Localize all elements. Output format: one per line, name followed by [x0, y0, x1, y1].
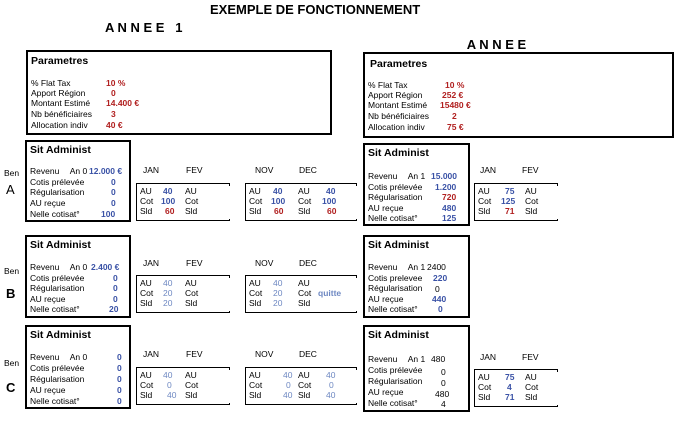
mini-value: 40: [273, 278, 283, 288]
ben-a-label: Ben: [4, 168, 20, 178]
ben-c-label: Ben: [4, 358, 20, 368]
mini-b-jan-fev: [136, 275, 230, 313]
sit-title: Sit Administ: [368, 329, 429, 341]
sit-label: Nelle cotisat°: [30, 209, 80, 219]
mini-label: Cot: [298, 288, 312, 298]
mini-value: 20: [163, 288, 173, 298]
mini-value: 40: [326, 390, 336, 400]
mini-label: Cot: [185, 288, 199, 298]
ben-a-letter: A: [6, 182, 15, 197]
mini-label: Cot: [140, 380, 154, 390]
mini-value: 75: [505, 186, 515, 196]
param-value: 75 €: [447, 122, 464, 132]
sit-label: Régularisation: [30, 187, 85, 197]
mini-label: Cot: [249, 288, 263, 298]
mini-label: Sld: [525, 206, 538, 216]
sit-title: Sit Administ: [30, 329, 91, 341]
month-label: JAN: [480, 165, 497, 175]
sit-label: Revenu An 1: [368, 171, 426, 181]
sit-label: Revenu An 0: [30, 166, 88, 176]
sit-label: AU reçue: [30, 294, 66, 304]
mini-label: AU: [185, 278, 197, 288]
sit-label: Nelle cotisat°: [368, 304, 418, 314]
mini-label: AU: [478, 372, 490, 382]
mini-label: Sld: [185, 390, 198, 400]
sit-label: Revenu An 0: [30, 352, 88, 362]
mini-value: 125: [501, 196, 516, 206]
params-year2-box: [363, 52, 674, 138]
param-label: Allocation indiv: [368, 122, 425, 132]
sit-value: 0: [117, 363, 122, 373]
mini-b-nov-dec: [245, 275, 357, 313]
mini-value: 40: [163, 278, 173, 288]
mini-label: AU: [140, 278, 152, 288]
param-label: Apport Région: [368, 90, 423, 100]
sit-value: 15.000: [431, 171, 457, 181]
sit-label: Régularisation: [30, 374, 85, 384]
mini-label: AU: [185, 186, 197, 196]
mini-label: Cot: [478, 382, 492, 392]
mini-label: Cot: [298, 196, 312, 206]
sit-label: Cotis prélevée: [30, 177, 85, 187]
mini-label: Sld: [478, 392, 491, 402]
mini-label: Sld: [185, 298, 198, 308]
mini-value: 0: [286, 380, 291, 390]
month-label: DEC: [299, 349, 317, 359]
sit-value: 0: [117, 352, 122, 362]
sit-label: Revenu An 1: [368, 354, 426, 364]
mini-c-jan-fev: [136, 367, 230, 405]
mini-label: Sld: [298, 206, 311, 216]
mini-value: 40: [163, 370, 173, 380]
sit-label: Nelle cotisat°: [368, 213, 418, 223]
mini-value: 40: [163, 186, 173, 196]
mini-value: 100: [271, 196, 286, 206]
param-value: 252 €: [442, 90, 464, 100]
sit-label: AU reçue: [30, 385, 66, 395]
mini-label: Sld: [140, 298, 153, 308]
sit-value: 4: [441, 399, 446, 409]
mini-c-year2: [474, 369, 558, 407]
mini-label: Cot: [185, 380, 199, 390]
param-value: 2: [452, 111, 457, 121]
sit-value: 480: [435, 389, 450, 399]
sit-label: Régularisation: [30, 283, 85, 293]
mini-label: Sld: [478, 206, 491, 216]
sit-value: 0: [441, 367, 446, 377]
mini-label: Cot: [525, 382, 539, 392]
mini-label: Sld: [140, 206, 153, 216]
sit-label: AU reçue: [368, 387, 404, 397]
sit-value: 0: [113, 283, 118, 293]
mini-label: AU: [525, 372, 537, 382]
params-title: Parametres: [31, 55, 89, 67]
page-title: EXEMPLE DE FONCTIONNEMENT: [210, 2, 421, 17]
sit-value: 2.400 €: [91, 262, 120, 272]
param-label: % Flat Tax: [368, 80, 408, 90]
quitte-text: quitte: [318, 288, 342, 298]
sit-b-year1-box: [25, 235, 131, 318]
sit-value: 0: [117, 385, 122, 395]
mini-label: AU: [249, 278, 261, 288]
sit-label: Cotis prélevée: [368, 182, 423, 192]
mini-value: 71: [505, 206, 515, 216]
mini-label: AU: [298, 278, 310, 288]
mini-value: 0: [329, 380, 334, 390]
mini-value: 20: [273, 288, 283, 298]
sit-label: Cotis prélevée: [368, 365, 423, 375]
month-label: NOV: [255, 165, 274, 175]
mini-value: 0: [167, 380, 172, 390]
sit-label: Nelle cotisat°: [30, 396, 80, 406]
param-label: Nb bénéficiaires: [31, 109, 92, 119]
mini-label: Cot: [249, 196, 263, 206]
mini-label: Sld: [185, 206, 198, 216]
param-value: 0: [111, 88, 116, 98]
mini-a-jan-fev: [136, 183, 230, 221]
sit-label: Nelle cotisat°: [368, 398, 418, 408]
mini-value: 40: [326, 186, 336, 196]
mini-label: Sld: [249, 206, 262, 216]
sit-value: 0: [111, 187, 116, 197]
ben-c-letter: C: [6, 380, 16, 395]
param-label: Nb bénéficiaires: [368, 111, 429, 121]
mini-label: AU: [249, 186, 261, 196]
mini-value: 60: [327, 206, 337, 216]
sit-label: Nelle cotisat°: [30, 304, 80, 314]
month-label: FEV: [186, 349, 203, 359]
sit-label: Cotis prélevée: [30, 273, 85, 283]
sit-b-year2-box: [363, 235, 470, 318]
month-label: JAN: [480, 352, 497, 362]
mini-label: Sld: [298, 298, 311, 308]
mini-label: Cot: [185, 196, 199, 206]
sit-title: Sit Administ: [30, 144, 91, 156]
sit-value: 0: [441, 378, 446, 388]
mini-value: 60: [165, 206, 175, 216]
sit-a-year2-box: [363, 143, 470, 226]
sit-a-year1-box: [25, 140, 131, 222]
sit-value: 480: [431, 354, 446, 364]
params-year1-box: [26, 50, 332, 135]
param-label: Allocation indiv: [31, 120, 88, 130]
sit-value: 220: [433, 273, 448, 283]
sit-label: AU reçue: [30, 198, 66, 208]
month-label: JAN: [143, 349, 160, 359]
param-label: % Flat Tax: [31, 78, 71, 88]
mini-value: 40: [326, 370, 336, 380]
param-label: Apport Région: [31, 88, 86, 98]
sit-value: 20: [109, 304, 119, 314]
param-label: Montant Estimé: [368, 100, 428, 110]
mini-value: 60: [274, 206, 284, 216]
sit-label: Revenu An 1: [368, 262, 426, 272]
mini-label: AU: [298, 186, 310, 196]
mini-value: 4: [507, 382, 512, 392]
mini-label: AU: [525, 186, 537, 196]
mini-label: Sld: [249, 298, 262, 308]
sit-title: Sit Administ: [368, 239, 429, 251]
month-label: FEV: [186, 165, 203, 175]
sit-value: 0: [117, 374, 122, 384]
sit-label: Régularisation: [368, 283, 423, 293]
sit-value: 0: [438, 304, 443, 314]
sit-value: 480: [442, 203, 457, 213]
mini-label: Sld: [298, 390, 311, 400]
param-value: 15480 €: [440, 100, 471, 110]
year-1-heading: A N N E E 1: [105, 20, 183, 35]
sit-value: 0: [113, 273, 118, 283]
mini-value: 100: [322, 196, 337, 206]
mini-label: AU: [249, 370, 261, 380]
month-label: JAN: [143, 165, 160, 175]
mini-label: Cot: [298, 380, 312, 390]
sit-value: 0: [111, 198, 116, 208]
sit-label: Régularisation: [368, 376, 423, 386]
sit-label: AU reçue: [368, 294, 404, 304]
mini-label: Cot: [478, 196, 492, 206]
sit-c-year1-box: [25, 325, 131, 409]
mini-label: Sld: [140, 390, 153, 400]
mini-label: AU: [140, 186, 152, 196]
month-label: NOV: [255, 258, 274, 268]
sit-value: 1.200: [435, 182, 457, 192]
param-value: 14.400 €: [106, 98, 140, 108]
sit-value: 100: [101, 209, 116, 219]
mini-label: AU: [185, 370, 197, 380]
params-title: Parametres: [370, 58, 428, 70]
mini-value: 71: [505, 392, 515, 402]
year-2-word: A N N E E: [466, 37, 527, 52]
mini-label: Cot: [249, 380, 263, 390]
sit-value: 2400: [427, 262, 446, 272]
mini-c-nov-dec: [245, 367, 357, 405]
mini-a-nov-dec: [245, 183, 357, 221]
mini-label: Cot: [140, 288, 154, 298]
month-label: JAN: [143, 258, 160, 268]
mini-value: 100: [161, 196, 176, 206]
month-label: NOV: [255, 349, 274, 359]
mini-value: 40: [273, 186, 283, 196]
sit-value: 12.000 €: [89, 166, 123, 176]
sit-c-year2-box: [363, 325, 470, 412]
sit-value: 0: [435, 284, 440, 294]
month-label: DEC: [299, 258, 317, 268]
sit-value: 125: [442, 213, 457, 223]
mini-value: 75: [505, 372, 515, 382]
month-label: FEV: [186, 258, 203, 268]
mini-label: AU: [298, 370, 310, 380]
ben-b-letter: B: [6, 286, 16, 301]
sit-title: Sit Administ: [30, 239, 91, 251]
sit-value: 720: [442, 192, 457, 202]
mini-a-year2: [474, 183, 558, 221]
param-label: Montant Estimé: [31, 98, 91, 108]
mini-label: Cot: [525, 196, 539, 206]
mini-value: 20: [163, 298, 173, 308]
mini-label: AU: [140, 370, 152, 380]
month-label: DEC: [299, 165, 317, 175]
mini-value: 40: [283, 370, 293, 380]
ben-b-label: Ben: [4, 266, 20, 276]
sit-title: Sit Administ: [368, 147, 429, 159]
param-value: 40 €: [106, 120, 123, 130]
month-label: FEV: [522, 352, 539, 362]
sit-label: AU reçue: [368, 203, 404, 213]
sit-value: 0: [113, 294, 118, 304]
sit-label: Cotis prelevee: [368, 273, 423, 283]
sit-value: 440: [432, 294, 447, 304]
sit-value: 0: [111, 177, 116, 187]
month-label: FEV: [522, 165, 539, 175]
sit-value: 0: [117, 396, 122, 406]
mini-value: 40: [283, 390, 293, 400]
sit-label: Régularisation: [368, 192, 423, 202]
param-value: 10 %: [106, 78, 126, 88]
mini-label: Cot: [140, 196, 154, 206]
mini-label: Sld: [249, 390, 262, 400]
param-value: 10 %: [445, 80, 465, 90]
sit-label: Cotis prélevée: [30, 363, 85, 373]
param-value: 3: [111, 109, 116, 119]
mini-value: 40: [167, 390, 177, 400]
mini-label: Sld: [525, 392, 538, 402]
mini-value: 20: [273, 298, 283, 308]
sit-label: Revenu An 0: [30, 262, 88, 272]
mini-label: AU: [478, 186, 490, 196]
